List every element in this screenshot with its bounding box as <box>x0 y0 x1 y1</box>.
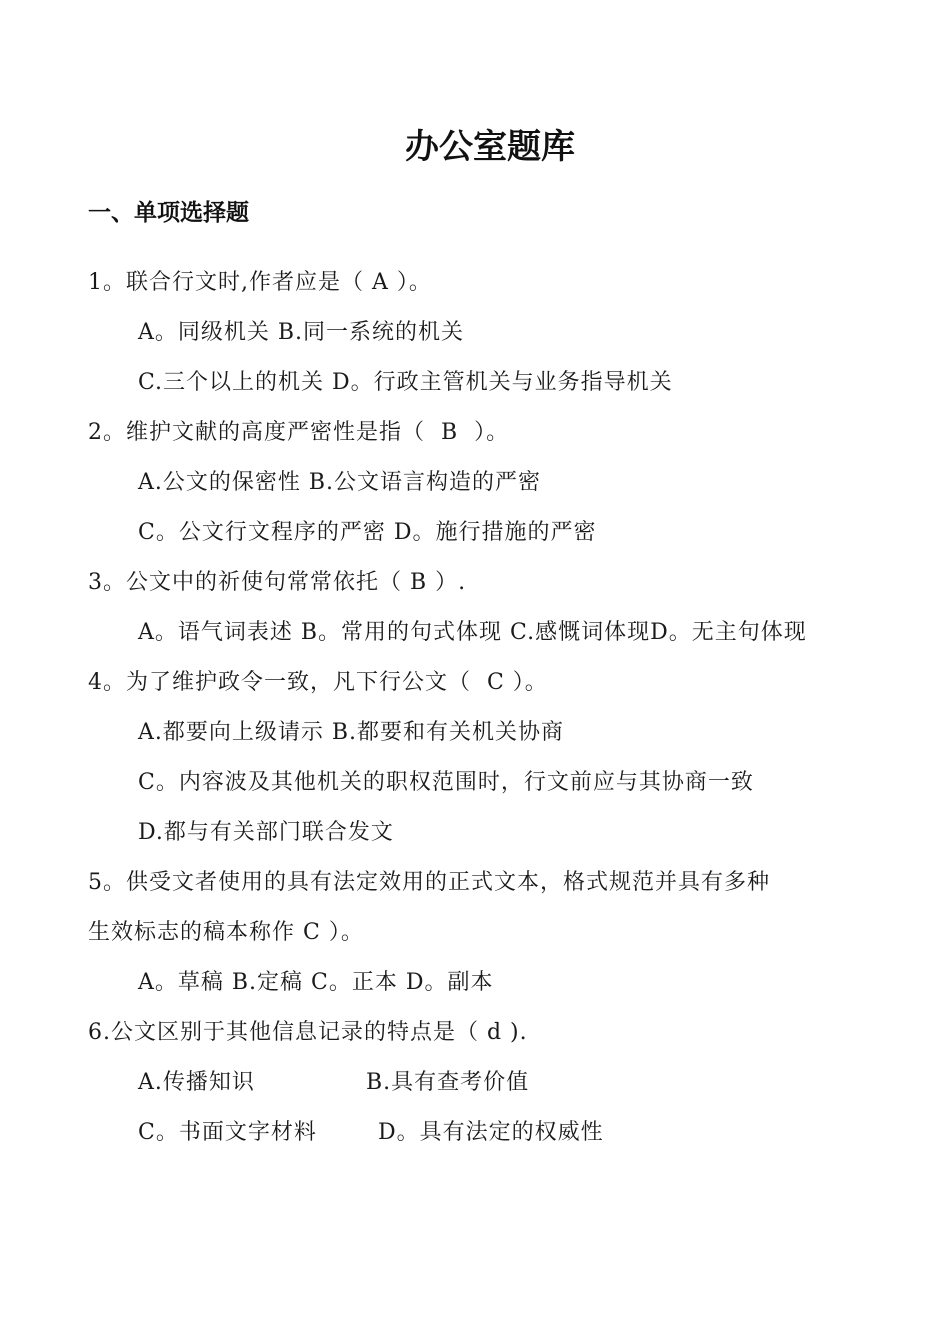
question-3-options-line-1: A。语气词表述 B。常用的句式体现 C.感慨词体现D。无主句体现 <box>138 620 807 645</box>
question-6-option-d: D。具有法定的权威性 <box>378 1120 604 1145</box>
question-2-options-line-2: C。公文行文程序的严密 D。施行措施的严密 <box>138 520 597 545</box>
question-6-options-line-1 <box>88 1058 868 1108</box>
question-5-stem-line-1: 5。供受文者使用的具有法定效用的正式文本，格式规范并具有多种 <box>88 870 770 895</box>
question-6-option-c: C。书面文字材料 <box>138 1120 317 1145</box>
question-4-stem: 4。为了维护政令一致，凡下行公文（ C ）。 <box>88 670 548 695</box>
question-2-stem: 2。维护文献的高度严密性是指（ B ）。 <box>88 420 510 445</box>
question-4 <box>88 658 868 858</box>
question-1 <box>88 258 868 408</box>
question-5 <box>88 858 868 1008</box>
question-6-option-a: A.传播知识 <box>138 1070 255 1095</box>
question-6-stem: 6.公文区别于其他信息记录的特点是（ d ). <box>88 1020 528 1045</box>
question-5-options-line-1: A。草稿 B.定稿 C。正本 D。副本 <box>138 970 494 995</box>
question-3-stem: 3。公文中的祈使句常常依托（ B ）. <box>88 570 467 595</box>
question-4-options-line-2: C。内容波及其他机关的职权范围时，行文前应与其协商一致 <box>138 770 754 795</box>
question-1-options-line-2: C.三个以上的机关 D。行政主管机关与业务指导机关 <box>138 370 673 395</box>
question-list <box>88 258 868 1158</box>
section-heading: 一、单项选择题 <box>88 200 249 226</box>
document-title: 办公室题库 <box>405 127 575 167</box>
question-2-options-line-1: A.公文的保密性 B.公文语言构造的严密 <box>138 470 542 495</box>
question-6-option-b: B.具有查考价值 <box>366 1070 530 1095</box>
question-2 <box>88 408 868 558</box>
question-1-stem: 1。联合行文时,作者应是（ A ）。 <box>88 270 432 295</box>
question-6 <box>88 1008 868 1158</box>
question-1-options-line-1: A。同级机关 B.同一系统的机关 <box>138 320 465 345</box>
question-4-options-line-3: D.都与有关部门联合发文 <box>138 820 394 845</box>
question-6-options-line-2 <box>88 1108 868 1158</box>
question-3 <box>88 558 868 658</box>
question-4-options-line-1: A.都要向上级请示 B.都要和有关机关协商 <box>138 720 565 745</box>
question-5-stem-line-2: 生效标志的稿本称作 C ）。 <box>88 920 364 945</box>
